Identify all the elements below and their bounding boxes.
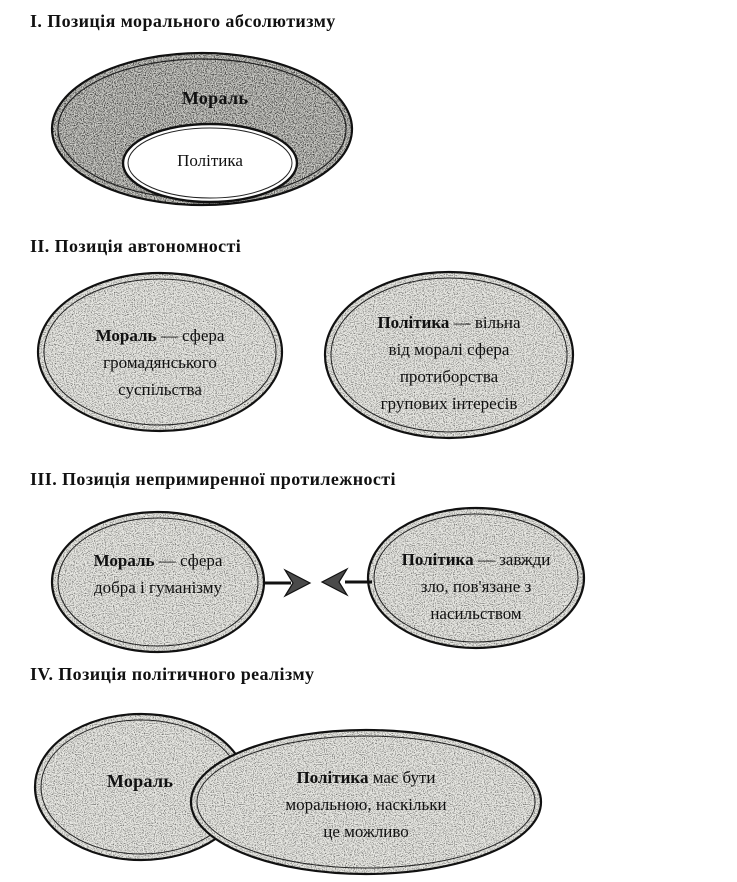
heading-autonomy: II. Позиція автономності <box>30 236 242 256</box>
text-line <box>60 547 256 574</box>
arrow-left-icon <box>322 569 372 595</box>
text-line: суспільства <box>118 380 202 399</box>
line-rest: — завжди <box>473 550 551 569</box>
arrow-right-icon <box>264 570 310 596</box>
text-line: протиборства <box>399 367 499 386</box>
text-line <box>55 322 265 349</box>
politics-text-iv <box>245 764 487 845</box>
politics-text-ii <box>338 309 560 417</box>
text-line: від моралі сфера <box>388 340 510 359</box>
moral-label-iv: Мораль <box>106 771 174 791</box>
line-rest: — сфера <box>156 326 225 345</box>
lead-word: Політика <box>296 768 369 787</box>
moral-text-ii <box>55 322 265 403</box>
text-line: громадянського <box>103 353 217 372</box>
text-line: групових інтересів <box>380 394 518 413</box>
lead-word: Мораль <box>93 551 155 570</box>
text-line: добра і гуманізму <box>93 578 223 597</box>
heading-absolutism: I. Позиція морального абсолютизму <box>30 11 336 31</box>
line-rest: — сфера <box>154 551 223 570</box>
heading-opposition: III. Позиція непримиренної протилежності <box>30 469 396 489</box>
line-rest: — вільна <box>449 313 521 332</box>
text-line: це можливо <box>323 822 409 841</box>
politics-label-i: Політика <box>177 151 243 170</box>
politics-text-iii <box>368 546 584 627</box>
text-line: моральною, наскільки <box>285 795 447 814</box>
text-line: зло, пов'язане з <box>420 577 532 596</box>
heading-realism: IV. Позиція політичного реалізму <box>30 664 315 684</box>
text-line <box>368 546 584 573</box>
absolutism-diagram <box>52 53 352 205</box>
lead-word: Політика <box>401 550 474 569</box>
moral-label-i: Мораль <box>181 88 249 108</box>
lead-word: Мораль <box>95 326 157 345</box>
moral-text-iii <box>60 547 256 601</box>
line-rest: має бути <box>368 768 436 787</box>
text-line <box>245 764 487 791</box>
text-line <box>338 309 560 336</box>
text-line: насильством <box>430 604 522 623</box>
lead-word: Політика <box>377 313 450 332</box>
